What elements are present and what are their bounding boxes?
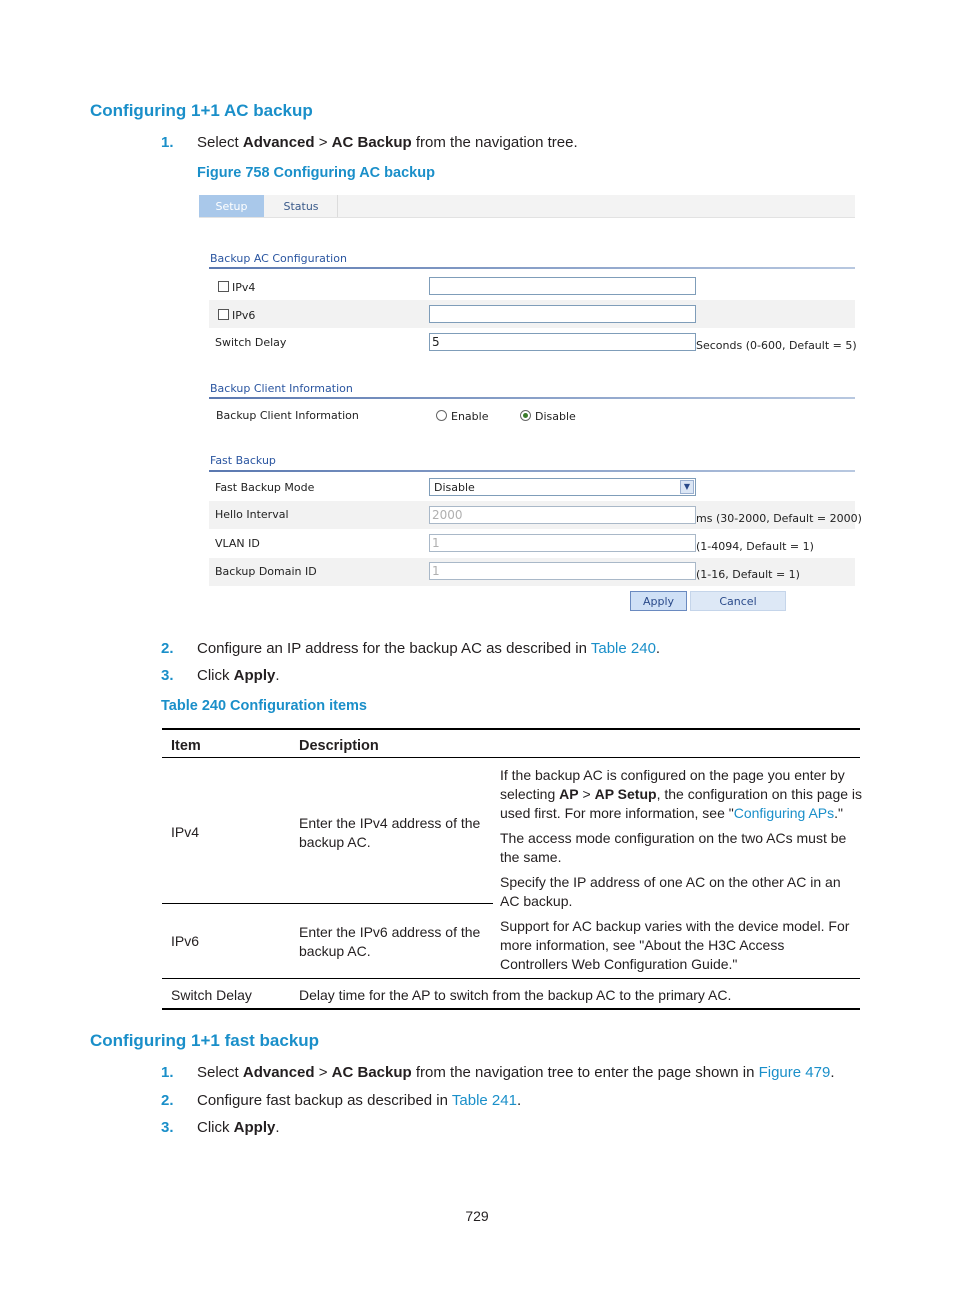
figure-479-link[interactable]: Figure 479 — [758, 1064, 831, 1081]
fast-backup-mode-select[interactable] — [429, 478, 696, 496]
ipv4-label: IPv4 — [232, 281, 256, 294]
text: Configure an IP address for the backup AC as described in — [197, 640, 591, 657]
step-2 — [161, 640, 861, 660]
ipv4-item: IPv4 — [171, 824, 200, 840]
bold-text: Advanced — [242, 134, 315, 151]
text: Enter the IPv6 address of the — [299, 924, 481, 940]
bold-text: Apply — [233, 1119, 276, 1136]
header-rule — [162, 757, 860, 758]
bold-text: AC Backup — [331, 1064, 412, 1081]
ipv6-input[interactable] — [429, 305, 696, 323]
table-top-rule — [162, 728, 860, 730]
text: Configure fast backup as described in — [197, 1092, 452, 1109]
apply-button[interactable]: Apply — [630, 591, 687, 611]
hello-interval-label: Hello Interval — [215, 508, 289, 521]
header-description: Description — [299, 738, 379, 754]
section-divider — [209, 397, 855, 399]
backup-ac-section-title: Backup AC Configuration — [210, 252, 347, 265]
disable-radio[interactable] — [520, 410, 531, 421]
section-heading-fast-backup: Configuring 1+1 fast backup — [90, 1031, 320, 1050]
text: . — [275, 667, 280, 684]
ipv6-description — [299, 923, 480, 961]
text: selecting — [500, 786, 560, 802]
text: . — [275, 1119, 280, 1136]
switch-delay-description: Delay time for the AP to switch from the backup AC to the primary AC. — [299, 987, 732, 1003]
table-241-link[interactable]: Table 241 — [451, 1092, 517, 1109]
text: Controllers Web Configuration Guide." — [500, 956, 738, 972]
step-number: 1. — [161, 1064, 174, 1081]
text — [500, 785, 862, 804]
section-divider — [209, 470, 855, 472]
vlan-id-input[interactable]: 1 — [429, 534, 696, 552]
step-text — [197, 667, 280, 685]
figure-caption: Figure 758 Configuring AC backup — [197, 165, 435, 181]
step-text — [197, 1092, 521, 1110]
step-text — [197, 134, 578, 152]
backup-client-label: Backup Client Information — [216, 409, 359, 422]
chevron-down-icon[interactable]: ▼ — [680, 480, 694, 494]
step-number: 3. — [161, 1119, 174, 1136]
text: . — [655, 640, 661, 657]
text: Select — [197, 1064, 243, 1081]
switch-delay-input[interactable]: 5 — [429, 333, 696, 351]
text — [500, 804, 862, 823]
tab-status[interactable]: Status — [265, 195, 338, 217]
switch-delay-label: Switch Delay — [215, 336, 287, 349]
step-number: 2. — [161, 640, 174, 657]
text: Click — [197, 667, 234, 684]
text: ." — [834, 805, 843, 821]
text: > — [314, 134, 332, 151]
text: Click — [197, 1119, 234, 1136]
cancel-button[interactable]: Cancel — [690, 591, 786, 611]
step-number: 2. — [161, 1092, 174, 1109]
enable-radio[interactable] — [436, 410, 447, 421]
table-caption: Table 240 Configuration items — [161, 698, 367, 714]
text: Enter the IPv4 address of the — [299, 815, 481, 831]
enable-label: Enable — [451, 410, 489, 423]
text: the same. — [500, 849, 562, 865]
text: backup AC. — [299, 834, 371, 850]
table-240-link[interactable]: Table 240 — [590, 640, 656, 657]
text: more information, see "About the H3C Access — [500, 937, 785, 953]
step-text — [197, 1119, 280, 1137]
select-value: Disable — [434, 481, 475, 494]
disable-label: Disable — [535, 410, 576, 423]
text: from the navigation tree to enter the page shown in — [411, 1064, 759, 1081]
section-heading-ac-backup: Configuring 1+1 AC backup — [90, 101, 313, 120]
switch-delay-hint: Seconds (0-600, Default = 5) — [696, 339, 857, 352]
bold-text: AP Setup — [594, 786, 657, 802]
backup-domain-id-label: Backup Domain ID — [215, 565, 317, 578]
text: Specify the IP address of one AC on the other AC in an — [500, 874, 841, 890]
step-2 — [161, 1092, 861, 1112]
vlan-id-label: VLAN ID — [215, 537, 260, 550]
page-number: 729 — [465, 1208, 489, 1224]
ipv6-item: IPv6 — [171, 933, 200, 949]
tab-setup[interactable]: Setup — [199, 195, 264, 217]
step-3 — [161, 667, 861, 687]
notes-cell — [500, 766, 862, 974]
step-text — [197, 1064, 834, 1082]
backup-domain-id-hint: (1-16, Default = 1) — [696, 568, 800, 581]
table-bottom-rule — [162, 1008, 860, 1010]
bold-text: AC Backup — [331, 134, 412, 151]
row-rule — [162, 903, 493, 904]
text: If the backup AC is configured on the page you enter by — [500, 767, 845, 783]
step-number: 3. — [161, 667, 174, 684]
tab-bar — [199, 195, 855, 218]
ipv4-input[interactable] — [429, 277, 696, 295]
text: from the navigation tree. — [411, 134, 578, 151]
ipv6-label: IPv6 — [232, 309, 256, 322]
step-number: 1. — [161, 134, 174, 151]
ipv4-checkbox[interactable] — [218, 281, 229, 292]
vlan-id-hint: (1-4094, Default = 1) — [696, 540, 814, 553]
text: Select — [197, 134, 243, 151]
switch-delay-item: Switch Delay — [171, 987, 252, 1003]
text: AC backup. — [500, 893, 573, 909]
text: . — [830, 1064, 835, 1081]
backup-client-section-title: Backup Client Information — [210, 382, 353, 395]
text: . — [516, 1092, 522, 1109]
step-1 — [161, 134, 861, 154]
fast-backup-section-title: Fast Backup — [210, 454, 276, 467]
text: , the configuration on this page is — [656, 786, 863, 802]
text: The access mode configuration on the two ACs must be — [500, 830, 847, 846]
configuring-aps-link[interactable]: Configuring APs — [733, 805, 835, 821]
ipv4-description — [299, 814, 480, 852]
row-rule — [162, 978, 860, 979]
text: backup AC. — [299, 943, 371, 959]
text: Support for AC backup varies with the device model. For — [500, 918, 850, 934]
fast-backup-mode-label: Fast Backup Mode — [215, 481, 315, 494]
section-divider — [209, 267, 855, 269]
ipv6-checkbox[interactable] — [218, 309, 229, 320]
step-1 — [161, 1064, 881, 1084]
hello-interval-input[interactable]: 2000 — [429, 506, 696, 524]
text: > — [314, 1064, 332, 1081]
bold-text: Advanced — [242, 1064, 315, 1081]
text: used first. For more information, see " — [500, 805, 734, 821]
backup-domain-id-input[interactable]: 1 — [429, 562, 696, 580]
bold-text: Apply — [233, 667, 276, 684]
step-text — [197, 640, 660, 658]
text: > — [578, 786, 595, 802]
bold-text: AP — [559, 786, 579, 802]
step-3 — [161, 1119, 861, 1139]
header-item: Item — [171, 738, 201, 754]
hello-interval-hint: ms (30-2000, Default = 2000) — [696, 512, 862, 525]
